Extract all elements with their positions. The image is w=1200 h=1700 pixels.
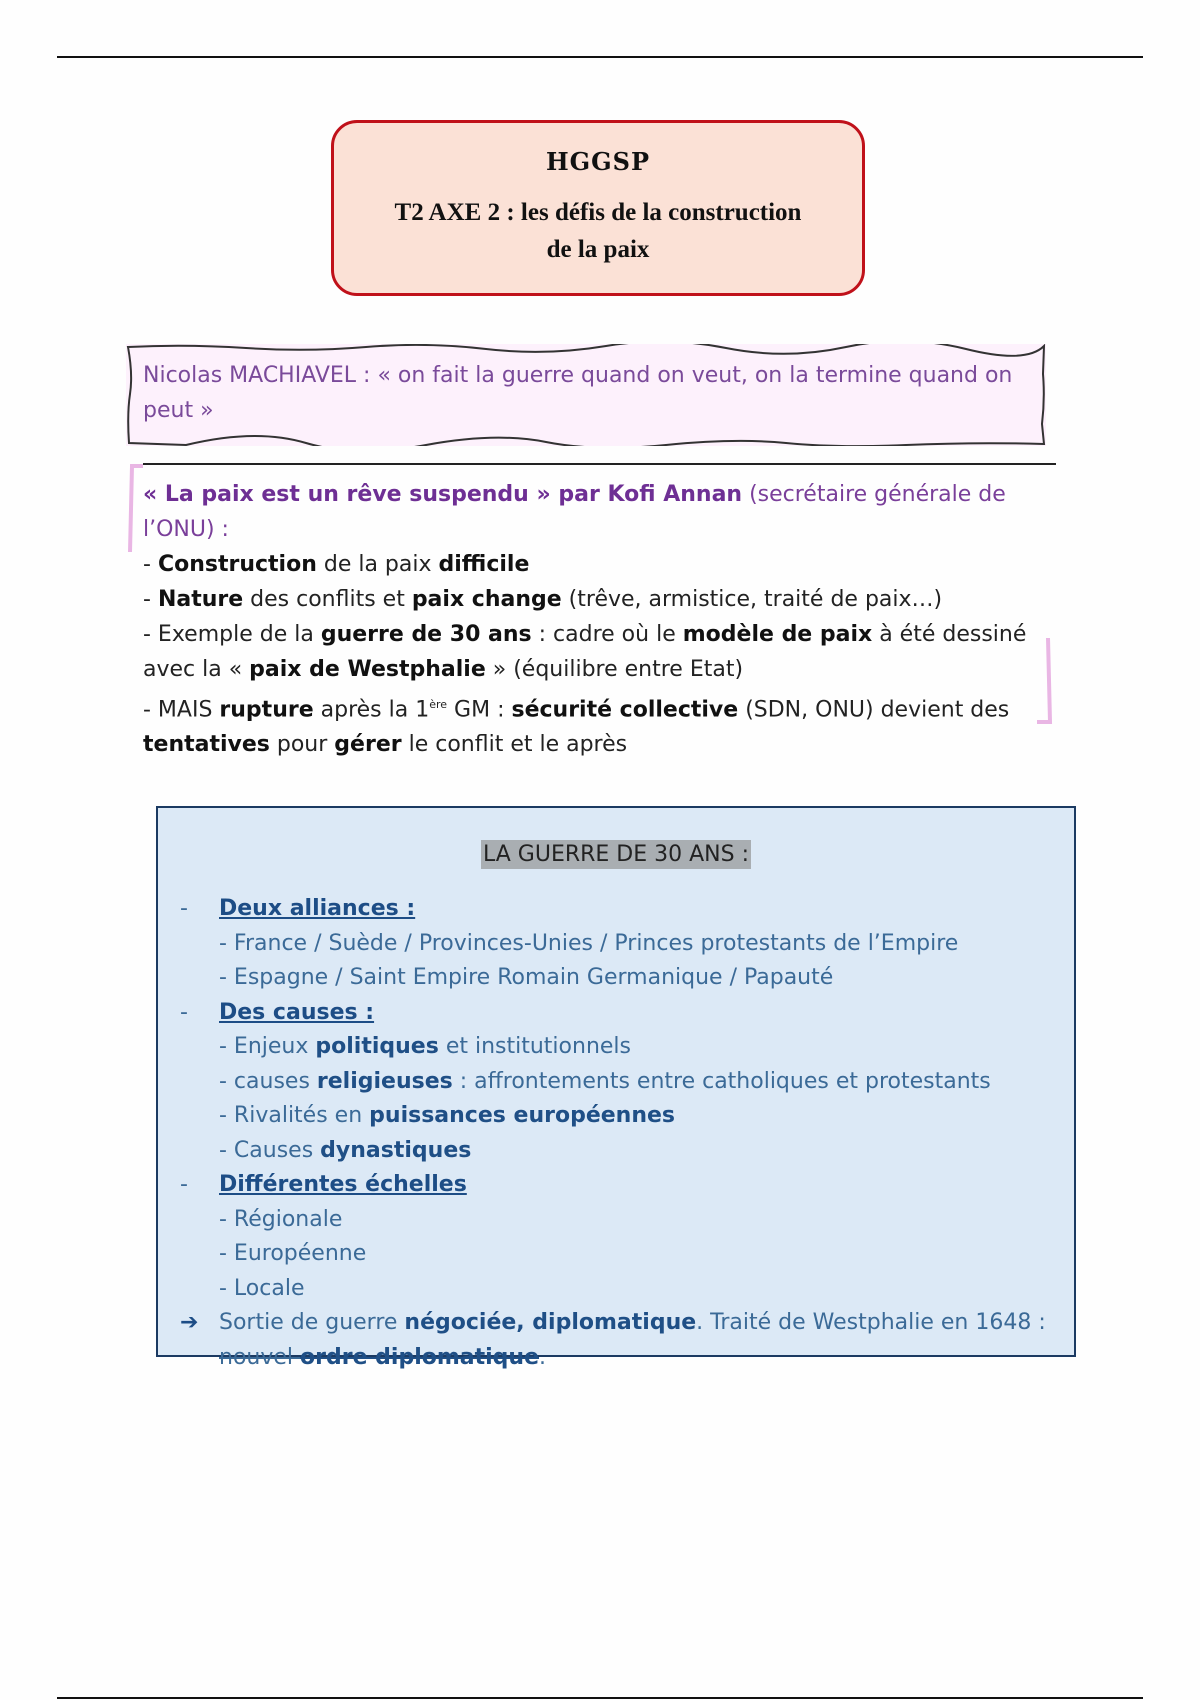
list-item: - Locale: [219, 1275, 305, 1301]
list-item: - France / Suède / Provinces-Unies / Princes protestants de l’Empire: [219, 930, 959, 956]
list-item: - Des causes :: [180, 999, 375, 1025]
causes-heading: Des causes :: [219, 999, 375, 1025]
list-item: - Deux alliances :: [180, 896, 416, 921]
conclusion-item: ➔ Sortie de guerre négociée, diplomatique. Traité de Westphalie en 1648 : nouvel ordre diplomatique.: [180, 1306, 1060, 1375]
war-list: [180, 892, 1060, 1375]
scales-heading: Différentes échelles: [219, 1172, 467, 1197]
list-item: - Causes dynastiques: [219, 1137, 472, 1163]
intro-line-4: - MAIS rupture après la 1ère GM : sécurité collective (SDN, ONU) devient des tentatives pour gérer le conflit et le après: [143, 697, 1010, 758]
theme-title: T2 AXE 2 : les défis de la construction de la paix: [394, 199, 802, 263]
list-item: - Européenne: [219, 1241, 367, 1266]
annan-lead: « La paix est un rêve suspendu » par Kofi Annan (secrétaire générale de l’ONU) :: [143, 482, 1006, 542]
list-item: - causes religieuses : affrontements entre catholiques et protestants: [219, 1068, 991, 1094]
quote-box: [126, 344, 1046, 446]
list-item: - Rivalités en puissances européennes: [219, 1103, 675, 1128]
intro-top-line: [143, 463, 1056, 465]
list-item: - Enjeux politiques et institutionnels: [219, 1034, 631, 1059]
intro-line-2: - Nature des conflits et paix change (trêve, armistice, traité de paix…): [143, 587, 943, 612]
intro-block: [143, 477, 1065, 762]
alliances-heading: Deux alliances :: [219, 896, 416, 921]
thirty-years-war-box: [156, 806, 1076, 1370]
title-box: [331, 120, 865, 296]
machiavel-quote: Nicolas MACHIAVEL : « on fait la guerre quand on veut, on la termine quand on peut »: [143, 363, 1013, 423]
list-item: - Régionale: [219, 1206, 343, 1232]
bottom-rule: [57, 1697, 1143, 1699]
intro-line-1: - Construction de la paix difficile: [143, 552, 530, 577]
list-item: - Différentes échelles: [180, 1172, 467, 1197]
arrow-right-icon: ➔: [180, 1310, 199, 1335]
intro-line-3: - Exemple de la guerre de 30 ans : cadre où le modèle de paix à été dessiné avec la « paix de Westphalie » (équilibre entre Etat): [143, 622, 1027, 682]
list-item: - Espagne / Saint Empire Romain Germanique / Papauté: [219, 965, 834, 990]
subject-title: HGGSP: [545, 147, 651, 176]
war-title: LA GUERRE DE 30 ANS :: [482, 842, 750, 867]
top-rule: [57, 56, 1143, 58]
